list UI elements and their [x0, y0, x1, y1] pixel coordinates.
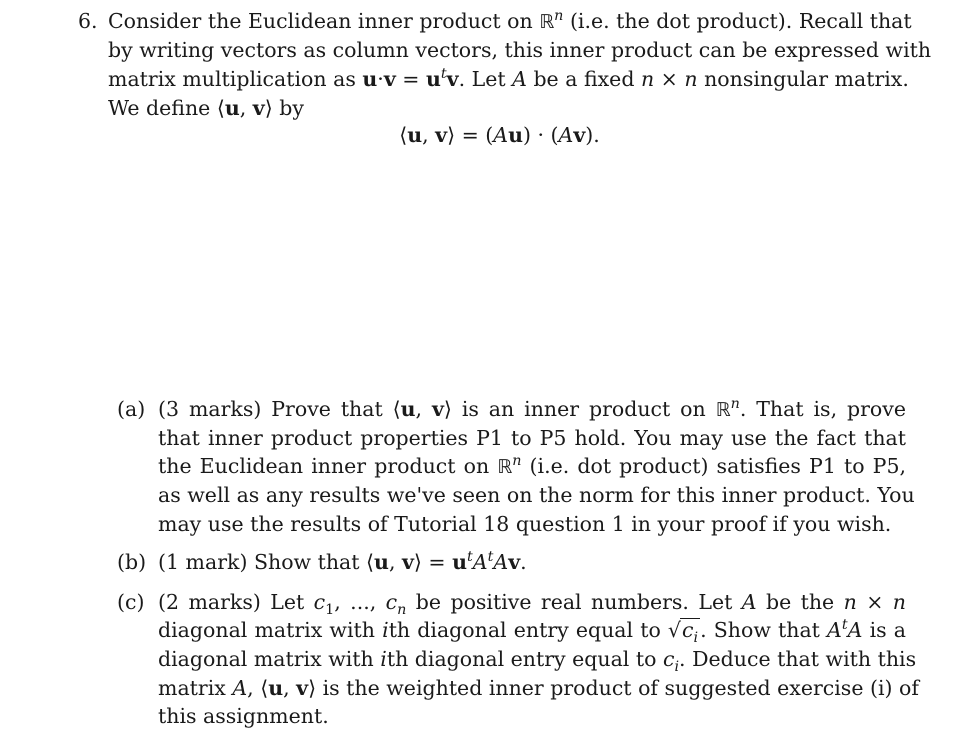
part-a-line-5: may use the results of Tutorial 18 question 1 in your proof if you wish.	[158, 512, 892, 536]
part-c-label: (c)	[117, 590, 145, 614]
part-c-line-4: matrix A, ⟨u, v⟩ is the weighted inner product of suggested exercise (i) of	[158, 676, 919, 700]
display-equation: ⟨u, v⟩ = (Au) · (Av).	[399, 123, 600, 147]
part-b-label: (b)	[117, 550, 147, 574]
intro-line-1: Consider the Euclidean inner product on ℝ$^n$ (i.e. the dot product). Recall that	[108, 8, 912, 33]
part-a-line-1: (3 marks) Prove that ⟨u, v⟩ is an inner product on ℝ$^n$. That is, prove	[158, 396, 906, 421]
intro-line-2: by writing vectors as column vectors, this inner product can be expressed with	[108, 38, 932, 62]
part-a-line-2: that inner product properties P1 to P5 hold. You may use the fact that	[158, 426, 906, 450]
part-b-line-1: (1 mark) Show that ⟨u, v⟩ = $u^tA^tAv$.	[158, 549, 527, 574]
part-a-line-4: as well as any results we've seen on the norm for this inner product. You	[158, 483, 915, 507]
intro-line-4: We define ⟨u, v⟩ by	[108, 96, 304, 120]
part-c-line-1: (2 marks) Let $c_1$, ..., $c_n$ be positive real numbers. Let A be the n × n	[158, 590, 906, 619]
part-c-line-2: diagonal matrix with ith diagonal entry equal to $√c_i$. Show that $A^tA$ is a	[158, 617, 907, 647]
question-number: 6.	[78, 9, 98, 33]
intro-line-3: matrix multiplication as $u\cdot v = u^tv$. Let A be a fixed n × n nonsingular matrix.	[108, 66, 909, 91]
part-c-line-5: this assignment.	[158, 704, 329, 728]
part-a-line-3: the Euclidean inner product on ℝ$^n$ (i.e. dot product) satisfies P1 to P5,	[158, 453, 906, 478]
part-c-line-3: diagonal matrix with ith diagonal entry equal to $c_i$. Deduce that with this	[158, 647, 917, 676]
part-a-label: (a)	[117, 397, 146, 421]
